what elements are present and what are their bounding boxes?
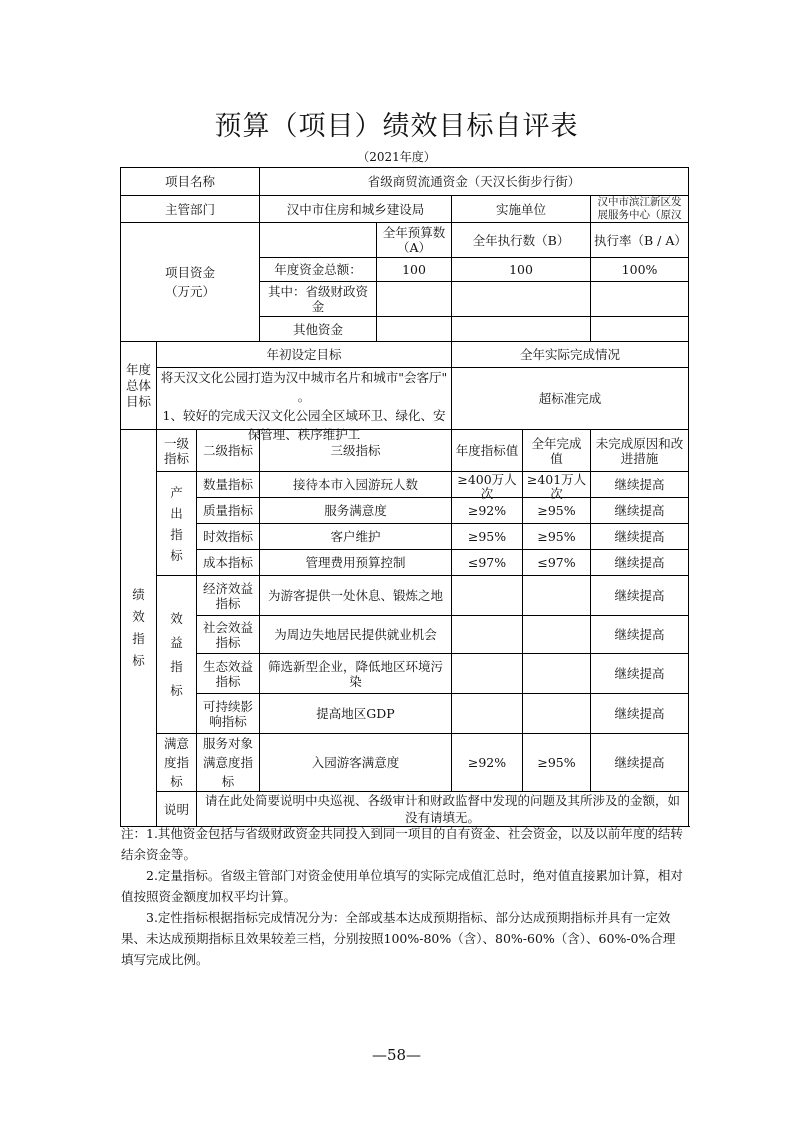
h-target: 年度指标值 [452,430,523,472]
row-l3: 筛选新型企业，降低地区环境污染 [260,654,452,694]
group-output [157,472,197,576]
goals-done-header: 全年实际完成情况 [452,342,689,368]
h-actual: 全年完成值 [523,430,591,472]
report-year: （2021年度） [357,150,436,164]
row-l2: 质量指标 [197,498,260,524]
note-1: 注：1.其他资金包括与省级财政资金共同投入到同一项目的自有资金、社会资金，以及以前年度的结转结余资金等。 [121,826,683,862]
note-2: 2.定量指标。省级主管部门对资金使用单位填写的实际完成值汇总时，绝对值直接累加计算，相对值按照资金额度加权平均计算。 [121,868,683,904]
h-reason: 未完成原因和改进措施 [591,430,689,472]
total-label: 年度资金总额： [260,258,377,282]
row-target: ≥92% [452,734,523,792]
row-l3: 管理费用预算控制 [260,550,452,576]
row-l3: 提高地区GDP [260,694,452,734]
row-reason: 继续提高 [591,550,689,576]
total-executed: 100 [452,258,591,282]
row-l3: 接待本市入园游玩人数 [260,472,452,498]
row-l2: 服务对象满意度指标 [197,734,260,792]
row-target: ≥92% [452,498,523,524]
row-l2: 成本指标 [197,550,260,576]
page-number: —58— [371,1046,422,1064]
row-actual: ≥95% [523,734,591,792]
project-name-label: 项目名称 [121,168,260,196]
row-l2: 生态效益指标 [197,654,260,694]
group-satisfaction: 满意度指标 [157,734,197,792]
row-target: ≥95% [452,524,523,550]
row-reason: 继续提高 [591,524,689,550]
row-reason: 继续提高 [591,654,689,694]
goals-done-text: 超标准完成 [452,368,689,430]
dept-label: 主管部门 [121,196,260,223]
group-benefit-text: 效益指标 [170,610,183,698]
row-reason: 继续提高 [591,694,689,734]
group-benefit [157,576,197,734]
row-l3: 入园游客满意度 [260,734,452,792]
remark-label: 说明 [157,792,197,827]
row-l3: 为周边失地居民提供就业机会 [260,616,452,654]
row-l2: 社会效益指标 [197,616,260,654]
row-reason: 继续提高 [591,734,689,792]
row-reason: 继续提高 [591,498,689,524]
provincial-label: 其中：省级财政资金 [260,282,377,317]
remark-text: 请在此处简要说明中央巡视、各级审计和财政监督中发现的问题及其所涉及的金额，如没有请填无。 [197,792,689,827]
col-budget: 全年预算数（A） [377,223,452,258]
row-reason: 继续提高 [591,576,689,616]
goals-label [121,342,157,430]
h-level2: 二级指标 [197,430,260,472]
goals-set-header: 年初设定目标 [157,342,452,368]
total-rate: 100% [591,258,689,282]
row-l2: 时效指标 [197,524,260,550]
row-l2: 可持续影响指标 [197,694,260,734]
row-actual: ≤97% [523,550,591,576]
page-title: 预算（项目）绩效目标自评表 [214,111,579,142]
goals-label-text: 年度总体目标 [125,361,151,409]
project-name: 省级商贸流通资金（天汉长街步行街） [260,168,689,196]
row-actual: ≥401万人次 [526,471,587,501]
row-target: ≤97% [452,550,523,576]
h-level3: 三级指标 [260,430,452,472]
row-l3: 为游客提供一处休息、锻炼之地 [260,576,452,616]
other-funds-label: 其他资金 [260,317,377,342]
evaluation-table [120,167,689,827]
row-l3: 客户维护 [260,524,452,550]
funds-label [121,223,260,342]
note-3: 3.定性指标根据指标完成情况分为：全部或基本达成预期指标、部分达成预期指标并具有一定效果、未达成预期指标且效果较差三档，分别按照100%-80%（含）、80%-60%（含）、60%-0%合理填写完成比例。 [121,910,676,967]
group-output-text: 产出指标 [170,484,183,563]
row-l3: 服务满意度 [260,498,452,524]
col-rate: 执行率（B / A） [591,223,689,258]
indicators-label-text: 绩效指标 [132,587,145,668]
col-executed: 全年执行数（B） [452,223,591,258]
row-l2: 经济效益指标 [197,576,260,616]
row-reason: 继续提高 [591,616,689,654]
row-target: ≥400万人次 [457,471,517,501]
row-reason: 继续提高 [591,472,689,498]
total-budget: 100 [377,258,452,282]
dept-value: 汉中市住房和城乡建设局 [260,196,452,223]
row-actual: ≥95% [523,498,591,524]
impl-value: 汉中市滨江新区发展服务中心（原汉 [597,196,682,221]
impl-label: 实施单位 [452,196,591,223]
row-l2: 数量指标 [197,472,260,498]
h-level1: 一级指标 [157,430,197,472]
row-actual: ≥95% [523,524,591,550]
funds-label-text: 项目资金（万元） [164,265,215,299]
indicators-label [121,430,157,827]
goals-set-text: 将天汉文化公园打造为汉中城市名片和城市"会客厅" 。 1、较好的完成天汉文化公园全区域环卫、绿化、安保管理、秩序维护工 [160,370,448,442]
footnotes [121,823,687,970]
